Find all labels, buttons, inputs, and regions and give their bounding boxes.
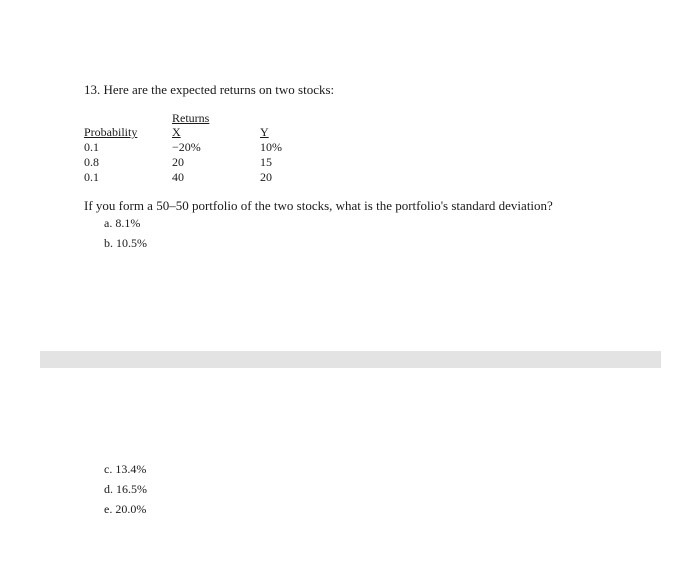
option-c: c. 13.4% [104,462,147,476]
table-cell: 20 [260,170,272,184]
option-a: a. 8.1% [104,216,141,230]
question-title: 13. Here are the expected returns on two stocks: [84,82,335,97]
option-b: b. 10.5% [104,236,147,250]
question-prompt: If you form a 50–50 portfolio of the two stocks, what is the portfolio's standard deviation? [84,198,553,213]
table-cell: 10% [260,140,282,154]
table-cell: 0.1 [84,140,99,154]
y-header: Y [260,125,269,139]
returns-header: Returns [172,111,210,125]
table-cell: 15 [260,155,272,169]
table-cell: −20% [172,140,201,154]
option-e: e. 20.0% [104,502,147,516]
page-divider [40,351,661,368]
option-d: d. 16.5% [104,482,147,496]
probability-header: Probability [84,125,138,139]
table-cell: 40 [172,170,184,184]
x-header: X [172,125,181,139]
table-cell: 0.8 [84,155,99,169]
table-cell: 20 [172,155,184,169]
table-cell: 0.1 [84,170,99,184]
